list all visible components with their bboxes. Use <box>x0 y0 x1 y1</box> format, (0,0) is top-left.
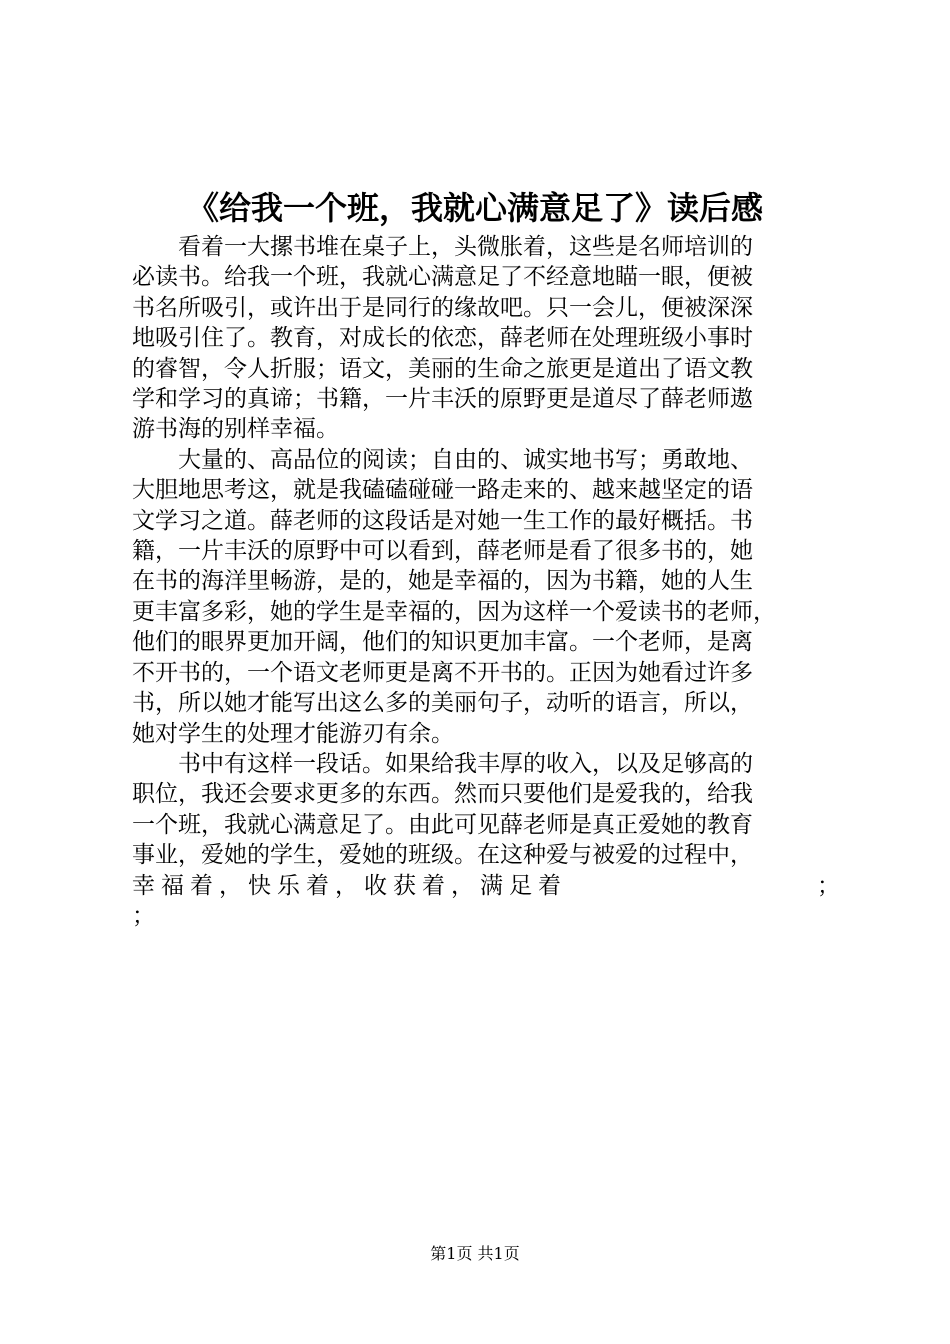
text-line: 看着一大摞书堆在桌子上，头微胀着，这些是名师培训的 <box>178 234 753 260</box>
text-line: 一个班，我就心满意足了。由此可见薛老师是真正爱她的教育 <box>132 811 753 838</box>
document-body <box>132 232 840 931</box>
text-line: 书，所以她才能写出这么多的美丽句子，动听的语言，所以， <box>132 690 753 717</box>
page-footer: 第1页 共1页 <box>430 1244 520 1263</box>
text-line: 大胆地思考这，就是我磕磕碰碰一路走来的、越来越坚定的语 <box>132 477 753 504</box>
text-line: ； <box>132 902 155 929</box>
document-title: 《给我一个班，我就心满意足了》读后感 <box>186 189 763 227</box>
text-line: 他们的眼界更加开阔，他们的知识更加丰富。一个老师，是离 <box>132 629 753 656</box>
paragraph-3 <box>132 749 840 931</box>
text-line: 事业，爱她的学生，爱她的班级。在这种爱与被爱的过程中， <box>132 842 753 869</box>
text-line: 书中有这样一段话。如果给我丰厚的收入，以及足够高的 <box>178 750 753 777</box>
text-line: 文学习之道。薛老师的这段话是对她一生工作的最好概括。书 <box>132 507 753 534</box>
text-line: 她对学生的处理才能游刃有余。 <box>132 720 454 747</box>
text-line <box>86 871 840 901</box>
text-line: 书名所吸引，或许出于是同行的缘故吧。只一会儿，便被深深 <box>132 294 753 321</box>
text-line: 在书的海洋里畅游，是的，她是幸福的，因为书籍，她的人生 <box>132 568 753 595</box>
paragraph-2 <box>132 445 832 749</box>
text-line: 籍，一片丰沃的原野中可以看到，薛老师是看了很多书的，她 <box>132 538 753 565</box>
paragraph-1 <box>132 232 832 445</box>
text-line: 学和学习的真谛；书籍，一片丰沃的原野更是道尽了薛老师遨 <box>132 386 753 413</box>
text-line: 更丰富多彩，她的学生是幸福的，因为这样一个爱读书的老师， <box>132 598 776 625</box>
text-line: 职位，我还会要求更多的东西。然而只要他们是爱我的，给我 <box>132 781 753 808</box>
text-line: 不开书的，一个语文老师更是离不开书的。正因为她看过许多 <box>132 659 753 686</box>
text-line: 地吸引住了。教育，对成长的依恋，薛老师在处理班级小事时 <box>132 325 753 352</box>
text-line: 游书海的别样幸福。 <box>132 416 339 443</box>
trailing-semicolon: ； <box>817 872 840 899</box>
text-line: 的睿智，令人折服；语文，美丽的生命之旅更是道出了语文教 <box>132 355 753 382</box>
text-line-content: 幸福着，快乐着，收获着，满足着 <box>132 872 567 899</box>
text-line: 必读书。给我一个班，我就心满意足了不经意地瞄一眼，便被 <box>132 264 753 291</box>
text-line: 大量的、高品位的阅读；自由的、诚实地书写；勇敢地、 <box>178 446 753 473</box>
